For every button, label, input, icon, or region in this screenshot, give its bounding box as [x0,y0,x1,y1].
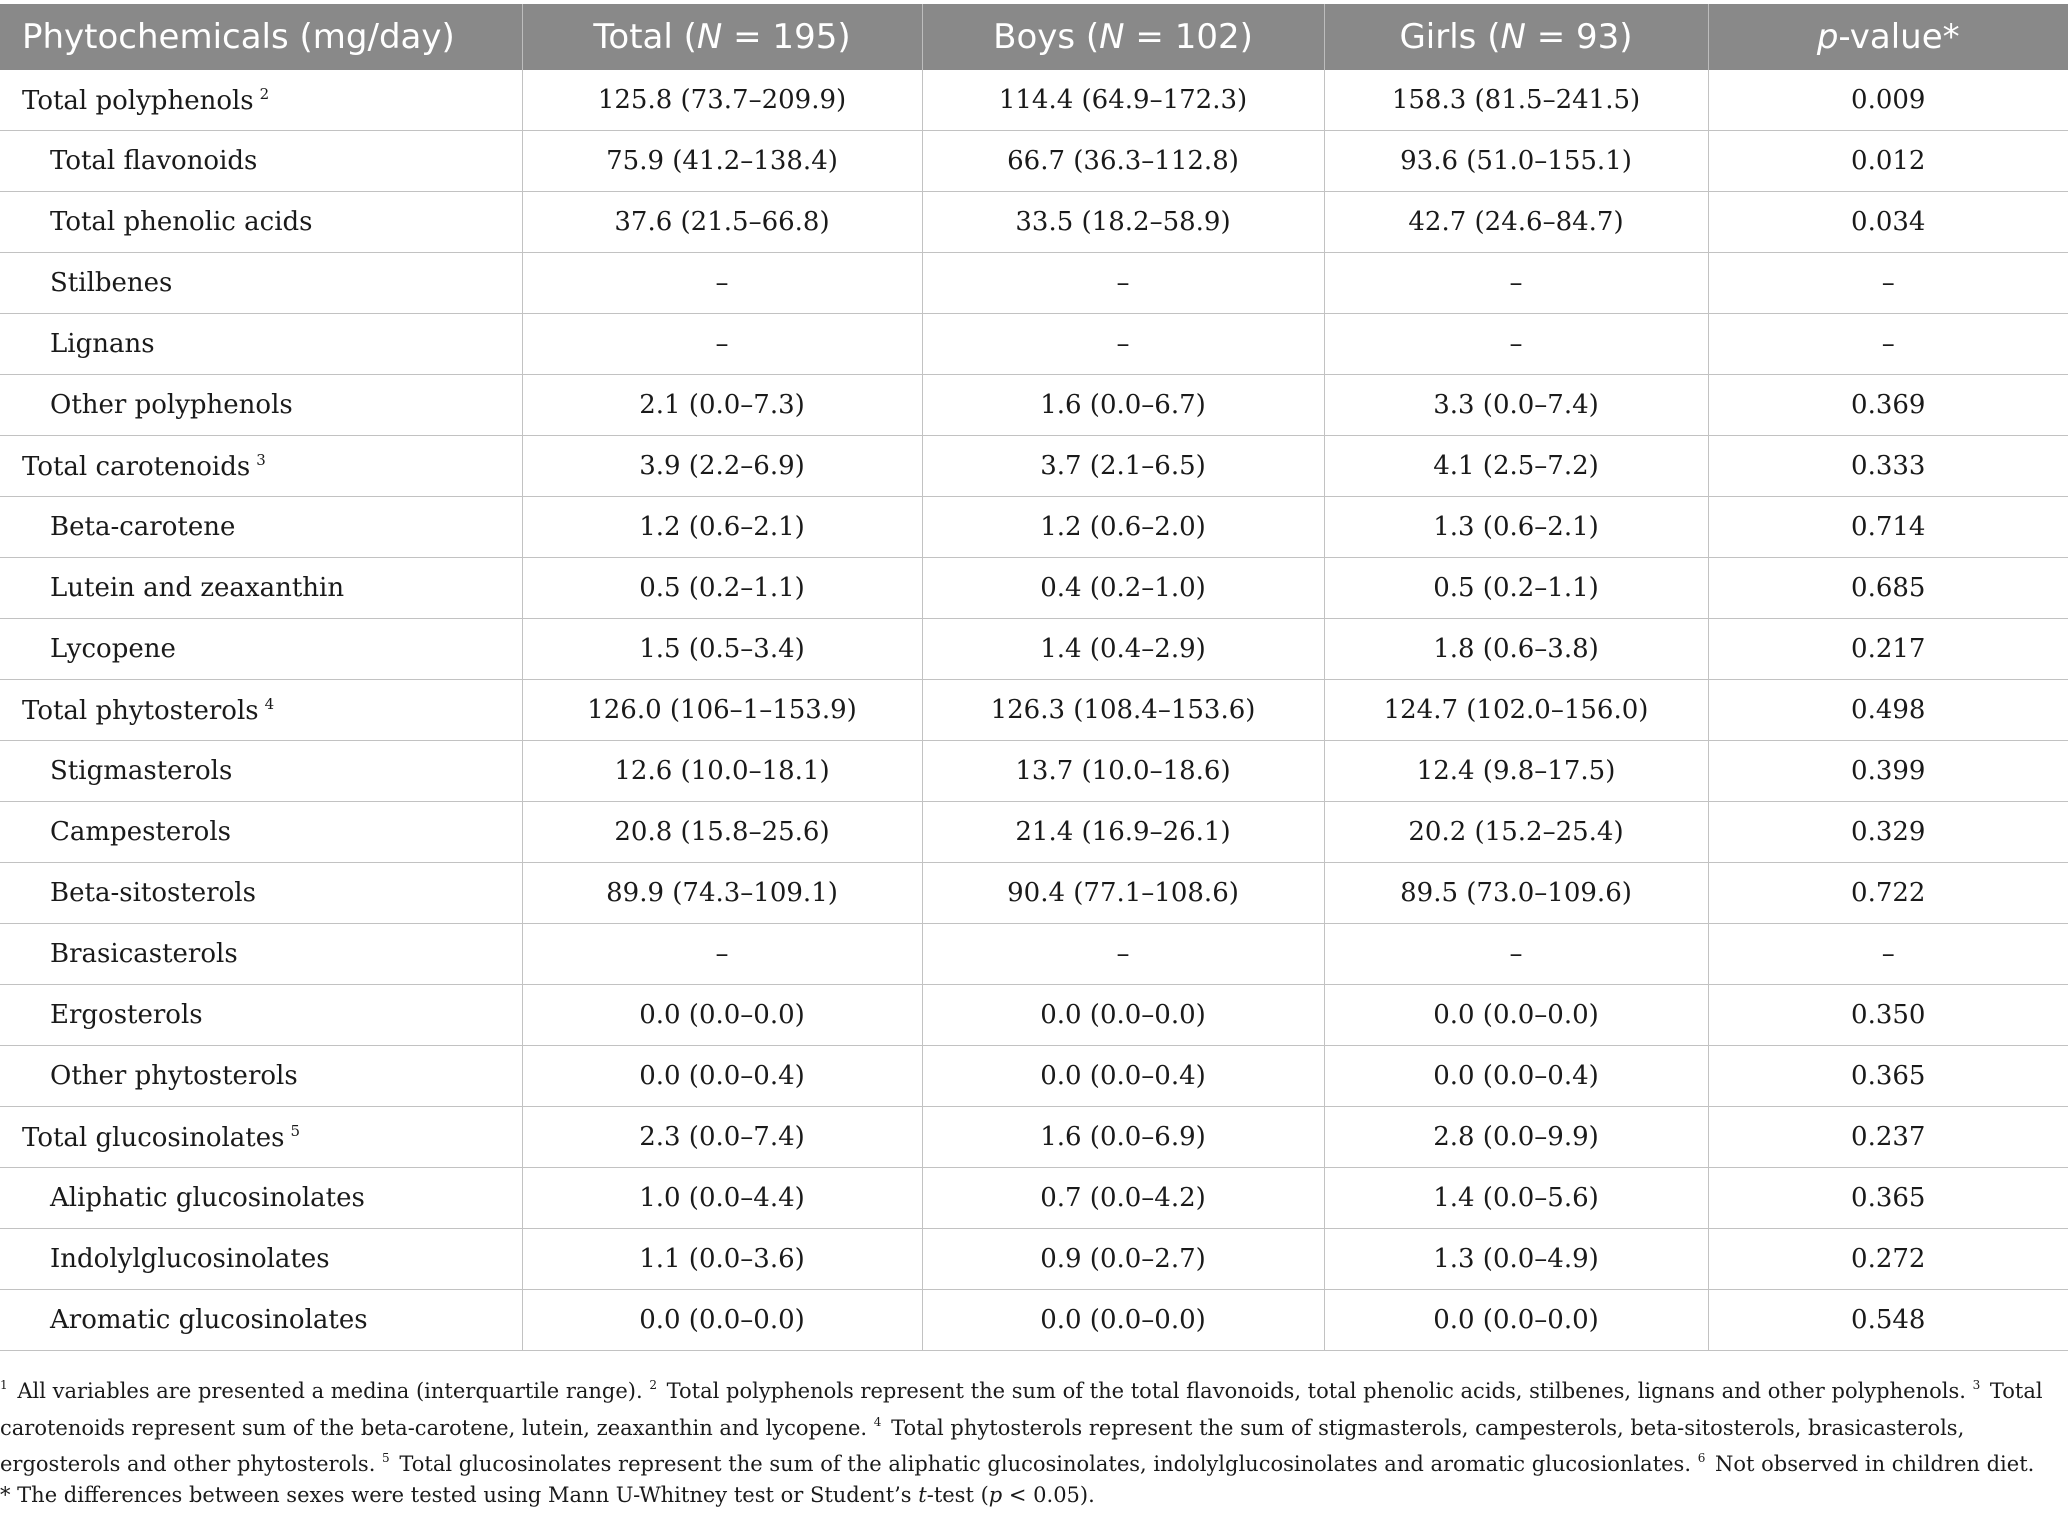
footnote-6-text: Not observed in children diet. [1708,1452,2035,1476]
total-cell: 1.5 (0.5–3.4) [522,619,922,680]
row-label: Aliphatic glucosinolates [50,1183,365,1213]
phytochemicals-table [0,4,2068,1351]
row-label: Campesterols [50,817,231,847]
p-value-cell: – [1708,314,2068,375]
total-cell: 125.8 (73.7–209.9) [522,70,922,131]
p-value-cell: 0.272 [1708,1229,2068,1290]
girls-cell: 1.8 (0.6–3.8) [1324,619,1708,680]
footnote-2-mark: 2 [649,1378,657,1392]
p-value-cell: 0.237 [1708,1107,2068,1168]
table-row [0,1290,2068,1351]
row-label: Other phytosterols [50,1061,298,1091]
total-cell: 126.0 (106–1–153.9) [522,680,922,741]
girls-cell: 3.3 (0.0–7.4) [1324,375,1708,436]
footnote-6-mark: 6 [1697,1451,1706,1465]
girls-cell: 0.0 (0.0–0.0) [1324,985,1708,1046]
p-value-cell: 0.369 [1708,375,2068,436]
footnote-5-text: Total glucosinolates represent the sum of the aliphatic glucosinolates, indolylglucosinolates and aromatic glucosionlates. [392,1452,1698,1476]
table-header [0,4,2068,70]
total-cell: 1.2 (0.6–2.1) [522,497,922,558]
table-row [0,436,2068,497]
girls-cell: 0.0 (0.0–0.0) [1324,1290,1708,1351]
total-cell: 89.9 (74.3–109.1) [522,863,922,924]
girls-cell: 1.4 (0.0–5.6) [1324,1168,1708,1229]
boys-cell: 1.6 (0.0–6.7) [922,375,1324,436]
p-value-cell: 0.217 [1708,619,2068,680]
total-cell: 1.0 (0.0–4.4) [522,1168,922,1229]
row-label: Lycopene [50,634,176,664]
girls-cell: – [1324,924,1708,985]
table-row [0,619,2068,680]
total-cell: 2.3 (0.0–7.4) [522,1107,922,1168]
footnote-star-prefix: * The differences between sexes were tested using Mann U-Whitney test or Student’s [0,1482,919,1507]
table-row [0,680,2068,741]
p-value-cell: 0.012 [1708,131,2068,192]
boys-cell: 126.3 (108.4–153.6) [922,680,1324,741]
p-value-cell: 0.498 [1708,680,2068,741]
row-footnote-mark: 2 [259,84,270,103]
row-label-cell [0,924,522,985]
girls-cell: 12.4 (9.8–17.5) [1324,741,1708,802]
table-row [0,558,2068,619]
p-value-cell: 0.034 [1708,192,2068,253]
total-cell: 3.9 (2.2–6.9) [522,436,922,497]
girls-cell: 20.2 (15.2–25.4) [1324,802,1708,863]
girls-cell: 1.3 (0.6–2.1) [1324,497,1708,558]
row-label-cell [0,985,522,1046]
p-value-cell: 0.685 [1708,558,2068,619]
row-label: Stilbenes [50,268,173,298]
footnote-numbered [0,1370,2060,1480]
row-footnote-mark: 5 [290,1121,301,1140]
header-total [522,4,922,70]
p-value-cell: 0.399 [1708,741,2068,802]
row-label: Stigmasterols [50,756,233,786]
phytochemicals-table-container [0,4,2068,1351]
p-value-cell: 0.722 [1708,863,2068,924]
header-boys-prefix: Boys ( [993,17,1100,57]
footnote-star-mid: -test ( [926,1482,989,1507]
total-cell: 37.6 (21.5–66.8) [522,192,922,253]
girls-cell: 42.7 (24.6–84.7) [1324,192,1708,253]
row-label-cell [0,802,522,863]
p-value-cell: 0.009 [1708,70,2068,131]
footnote-star [0,1480,2060,1511]
header-p-value [1708,4,2068,70]
p-value-cell: – [1708,924,2068,985]
boys-cell: 3.7 (2.1–6.5) [922,436,1324,497]
header-girls-n: N [1500,17,1526,57]
header-row [0,4,2068,70]
footnote-star-suffix: < 0.05). [1002,1482,1095,1507]
row-label-cell [0,436,522,497]
row-label-cell [0,619,522,680]
row-label-cell [0,192,522,253]
footnote-star-p: p [988,1482,1003,1507]
p-value-cell: 0.329 [1708,802,2068,863]
boys-cell: 66.7 (36.3–112.8) [922,131,1324,192]
total-cell: 75.9 (41.2–138.4) [522,131,922,192]
footnote-2-text: Total polyphenols represent the sum of the total flavonoids, total phenolic acids, stilbenes, lignans and other polyphenols. [659,1379,1973,1403]
girls-cell: 93.6 (51.0–155.1) [1324,131,1708,192]
row-footnote-mark: 4 [264,694,275,713]
boys-cell: 114.4 (64.9–172.3) [922,70,1324,131]
table-row [0,253,2068,314]
row-label: Beta-carotene [50,512,236,542]
p-value-cell: 0.333 [1708,436,2068,497]
girls-cell: 4.1 (2.5–7.2) [1324,436,1708,497]
girls-cell: 0.5 (0.2–1.1) [1324,558,1708,619]
table-row [0,1046,2068,1107]
girls-cell: – [1324,314,1708,375]
row-label-cell [0,314,522,375]
table-row [0,497,2068,558]
row-label-cell [0,558,522,619]
row-label-cell [0,131,522,192]
boys-cell: 90.4 (77.1–108.6) [922,863,1324,924]
header-total-prefix: Total ( [593,17,697,57]
table-row [0,1168,2068,1229]
row-label: Lutein and zeaxanthin [50,573,345,603]
boys-cell: – [922,314,1324,375]
table-footnotes [0,1370,2060,1510]
total-cell: – [522,924,922,985]
total-cell: 20.8 (15.8–25.6) [522,802,922,863]
girls-cell: 0.0 (0.0–0.4) [1324,1046,1708,1107]
row-label-cell [0,741,522,802]
boys-cell: 1.6 (0.0–6.9) [922,1107,1324,1168]
boys-cell: 0.0 (0.0–0.4) [922,1046,1324,1107]
total-cell: – [522,314,922,375]
total-cell: 12.6 (10.0–18.1) [522,741,922,802]
row-label: Lignans [50,329,155,359]
row-label: Indolylglucosinolates [50,1244,330,1274]
header-girls-prefix: Girls ( [1399,17,1501,57]
table-row [0,741,2068,802]
table-body [0,70,2068,1351]
row-label-cell [0,70,522,131]
row-footnote-mark: 3 [256,450,266,469]
header-boys-suffix: = 102) [1124,17,1253,57]
total-cell: 0.0 (0.0–0.0) [522,1290,922,1351]
row-label-cell [0,1290,522,1351]
girls-cell: 124.7 (102.0–156.0) [1324,680,1708,741]
footnote-3-mark: 3 [1972,1378,1981,1392]
row-label-cell [0,863,522,924]
boys-cell: 1.2 (0.6–2.0) [922,497,1324,558]
header-p-suffix: -value* [1838,17,1960,57]
boys-cell: 13.7 (10.0–18.6) [922,741,1324,802]
row-label: Beta-sitosterols [50,878,256,908]
row-label-cell [0,1046,522,1107]
footnote-1-text: All variables are presented a medina (interquartile range). [10,1379,650,1403]
row-label: Total carotenoids [22,451,251,482]
row-label: Total polyphenols [22,85,254,116]
table-row [0,70,2068,131]
footnote-1-mark: 1 [0,1378,8,1392]
table-row [0,924,2068,985]
total-cell: 0.5 (0.2–1.1) [522,558,922,619]
footnote-5-mark: 5 [382,1451,390,1465]
girls-cell: – [1324,253,1708,314]
header-phytochemicals-label: Phytochemicals (mg/day) [22,17,455,57]
p-value-cell: – [1708,253,2068,314]
girls-cell: 158.3 (81.5–241.5) [1324,70,1708,131]
row-label: Brasicasterols [50,939,238,969]
row-label-cell [0,375,522,436]
header-boys [922,4,1324,70]
total-cell: 0.0 (0.0–0.4) [522,1046,922,1107]
header-girls [1324,4,1708,70]
footnote-4-mark: 4 [873,1414,882,1429]
row-label-cell [0,1168,522,1229]
row-label-cell [0,1107,522,1168]
row-label: Total phenolic acids [50,207,313,237]
boys-cell: 0.4 (0.2–1.0) [922,558,1324,619]
table-row [0,863,2068,924]
boys-cell: 0.0 (0.0–0.0) [922,1290,1324,1351]
row-label: Ergosterols [50,1000,203,1030]
table-row [0,131,2068,192]
total-cell: – [522,253,922,314]
p-value-cell: 0.365 [1708,1046,2068,1107]
footnote-4-text: Total phytosterols represent the sum of stigmasterols, campesterols, beta-sitosterols, brasicasterols, ergosterols and other phytosterols. [0,1415,1965,1476]
total-cell: 0.0 (0.0–0.0) [522,985,922,1046]
row-label: Total flavonoids [50,146,258,176]
row-label: Aromatic glucosinolates [50,1305,368,1335]
table-row [0,192,2068,253]
p-value-cell: 0.714 [1708,497,2068,558]
row-label: Other polyphenols [50,390,293,420]
girls-cell: 2.8 (0.0–9.9) [1324,1107,1708,1168]
row-label-cell [0,497,522,558]
girls-cell: 89.5 (73.0–109.6) [1324,863,1708,924]
table-row [0,375,2068,436]
boys-cell: – [922,253,1324,314]
boys-cell: – [922,924,1324,985]
header-boys-n: N [1099,17,1125,57]
table-row [0,314,2068,375]
table-row [0,802,2068,863]
row-label-cell [0,1229,522,1290]
total-cell: 2.1 (0.0–7.3) [522,375,922,436]
boys-cell: 33.5 (18.2–58.9) [922,192,1324,253]
table-row [0,1107,2068,1168]
footnote-star-t: t [918,1482,927,1507]
total-cell: 1.1 (0.0–3.6) [522,1229,922,1290]
row-label: Total phytosterols [22,695,259,726]
boys-cell: 21.4 (16.9–26.1) [922,802,1324,863]
p-value-cell: 0.548 [1708,1290,2068,1351]
table-row [0,1229,2068,1290]
header-girls-suffix: = 93) [1525,17,1633,57]
row-label: Total glucosinolates [22,1122,285,1153]
row-label-cell [0,680,522,741]
boys-cell: 0.7 (0.0–4.2) [922,1168,1324,1229]
boys-cell: 1.4 (0.4–2.9) [922,619,1324,680]
header-phytochemicals [0,4,522,70]
header-total-suffix: = 195) [722,17,851,57]
p-value-cell: 0.350 [1708,985,2068,1046]
header-total-n: N [696,17,723,57]
footnote-3-text: Total carotenoids represent sum of the beta-carotene, lutein, zeaxanthin and lycopene. [0,1379,2043,1440]
boys-cell: 0.9 (0.0–2.7) [922,1229,1324,1290]
p-value-cell: 0.365 [1708,1168,2068,1229]
boys-cell: 0.0 (0.0–0.0) [922,985,1324,1046]
table-row [0,985,2068,1046]
girls-cell: 1.3 (0.0–4.9) [1324,1229,1708,1290]
header-p-var: p [1816,17,1839,57]
row-label-cell [0,253,522,314]
